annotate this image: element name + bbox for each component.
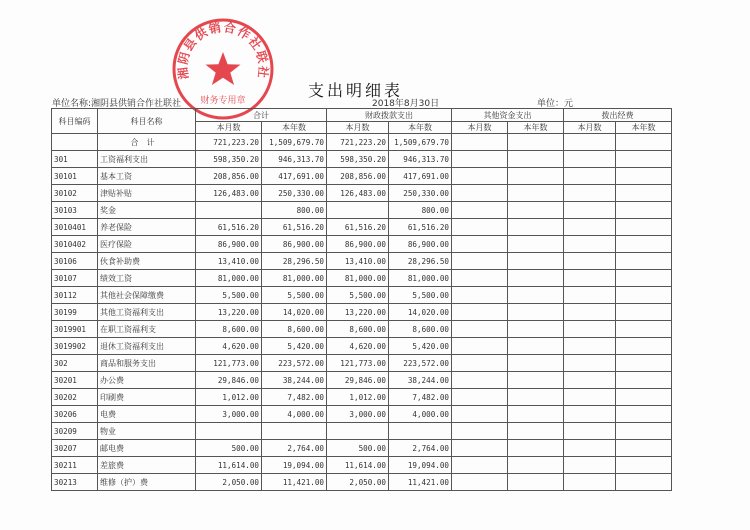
cell-code: 30112: [52, 287, 98, 304]
col-carry-header: 拨出经费: [564, 109, 672, 122]
cell-total-year: 250,330.00: [262, 185, 327, 202]
cell-name: 物业: [98, 423, 196, 440]
cell-fiscal-year: 417,691.00: [389, 168, 452, 185]
cell-total-month: 598,350.20: [196, 151, 262, 168]
cell-empty: [616, 151, 672, 168]
subheader-year: 本年数: [389, 122, 452, 134]
cell-empty: [564, 185, 616, 202]
cell-total-year: 38,244.00: [262, 372, 327, 389]
cell-fiscal-month: [327, 423, 389, 440]
cell-total-month: 1,012.00: [196, 389, 262, 406]
cell-total-year: 7,482.00: [262, 389, 327, 406]
cell-empty: [452, 389, 508, 406]
cell-total-year: 4,000.00: [262, 406, 327, 423]
cell-total-month: 29,846.00: [196, 372, 262, 389]
cell-empty: [616, 168, 672, 185]
cell-fiscal-month: 126,483.00: [327, 185, 389, 202]
cell-empty: [564, 389, 616, 406]
subheader-month: 本月数: [452, 122, 508, 134]
cell-fiscal-year: 223,572.00: [389, 355, 452, 372]
col-name-header: 科目名称: [98, 109, 196, 134]
cell-total-year: 5,420.00: [262, 338, 327, 355]
cell-name: 办公费: [98, 372, 196, 389]
cell-total-month: 126,483.00: [196, 185, 262, 202]
col-fiscal-header: 财政拨款支出: [327, 109, 452, 122]
cell-fiscal-year: 19,094.00: [389, 457, 452, 474]
cell-fiscal-month: 3,000.00: [327, 406, 389, 423]
subheader-year: 本年数: [262, 122, 327, 134]
cell-fiscal-year: 5,500.00: [389, 287, 452, 304]
subheader-month: 本月数: [196, 122, 262, 134]
col-code-header: 科目编码: [52, 109, 98, 134]
cell-total-year: 61,516.20: [262, 219, 327, 236]
table-row: [52, 202, 672, 219]
currency-unit: 单位：元: [537, 99, 574, 109]
cell-empty: [508, 253, 564, 270]
cell-empty: [564, 457, 616, 474]
cell-empty: [508, 185, 564, 202]
organization-label: 单位名称:: [52, 99, 92, 109]
table-row: [52, 168, 672, 185]
cell-empty: [616, 219, 672, 236]
cell-empty: [564, 219, 616, 236]
cell-total-month: 61,516.20: [196, 219, 262, 236]
subheader-year: 本年数: [616, 122, 672, 134]
cell-total-month: [196, 423, 262, 440]
cell-name: 其他社会保障缴费: [98, 287, 196, 304]
cell-empty: [564, 236, 616, 253]
cell-empty: [616, 389, 672, 406]
cell-name: 合计: [98, 134, 196, 151]
cell-name: 其他工资福利支出: [98, 304, 196, 321]
cell-total-month: 11,614.00: [196, 457, 262, 474]
cell-empty: [452, 457, 508, 474]
cell-total-month: 13,220.00: [196, 304, 262, 321]
cell-fiscal-year: 946,313.70: [389, 151, 452, 168]
cell-total-month: 5,500.00: [196, 287, 262, 304]
cell-fiscal-year: 11,421.00: [389, 474, 452, 491]
cell-total-year: [262, 423, 327, 440]
cell-total-month: 3,000.00: [196, 406, 262, 423]
cell-fiscal-month: 61,516.20: [327, 219, 389, 236]
cell-fiscal-year: 38,244.00: [389, 372, 452, 389]
cell-empty: [508, 440, 564, 457]
cell-empty: [452, 355, 508, 372]
cell-empty: [508, 338, 564, 355]
cell-fiscal-month: 5,500.00: [327, 287, 389, 304]
table-header-row: [52, 109, 672, 122]
cell-total-month: 8,600.00: [196, 321, 262, 338]
cell-fiscal-month: 13,410.00: [327, 253, 389, 270]
cell-name: 医疗保险: [98, 236, 196, 253]
cell-name: 在职工资福利支: [98, 321, 196, 338]
cell-code: 3019902: [52, 338, 98, 355]
cell-empty: [508, 151, 564, 168]
cell-total-year: 946,313.70: [262, 151, 327, 168]
cell-name: 绩效工资: [98, 270, 196, 287]
cell-empty: [564, 355, 616, 372]
table-row: [52, 372, 672, 389]
cell-fiscal-year: 2,764.00: [389, 440, 452, 457]
cell-empty: [508, 304, 564, 321]
cell-empty: [564, 168, 616, 185]
cell-name: 津贴补贴: [98, 185, 196, 202]
cell-empty: [452, 474, 508, 491]
cell-empty: [616, 202, 672, 219]
cell-code: 30206: [52, 406, 98, 423]
cell-total-month: 4,620.00: [196, 338, 262, 355]
cell-code: 30207: [52, 440, 98, 457]
cell-empty: [616, 134, 672, 151]
cell-total-month: [196, 202, 262, 219]
cell-fiscal-month: 81,000.00: [327, 270, 389, 287]
cell-empty: [564, 134, 616, 151]
cell-fiscal-month: 121,773.00: [327, 355, 389, 372]
report-date: 2018年8月30日: [372, 99, 440, 109]
cell-fiscal-month: 29,846.00: [327, 372, 389, 389]
cell-empty: [508, 372, 564, 389]
cell-fiscal-month: 86,900.00: [327, 236, 389, 253]
cell-total-month: 500.00: [196, 440, 262, 457]
table-row: [52, 304, 672, 321]
cell-empty: [452, 185, 508, 202]
cell-empty: [452, 321, 508, 338]
cell-empty: [616, 185, 672, 202]
table-row: [52, 406, 672, 423]
cell-empty: [616, 270, 672, 287]
cell-fiscal-month: 598,350.20: [327, 151, 389, 168]
cell-fiscal-year: 28,296.50: [389, 253, 452, 270]
cell-name: 维修（护）费: [98, 474, 196, 491]
cell-empty: [564, 304, 616, 321]
table-row: [52, 355, 672, 372]
cell-empty: [452, 304, 508, 321]
cell-fiscal-year: 5,420.00: [389, 338, 452, 355]
cell-total-month: 81,000.00: [196, 270, 262, 287]
cell-name: 邮电费: [98, 440, 196, 457]
col-other-header: 其他资金支出: [452, 109, 564, 122]
cell-empty: [452, 440, 508, 457]
cell-empty: [616, 423, 672, 440]
cell-fiscal-year: 8,600.00: [389, 321, 452, 338]
table-row: [52, 270, 672, 287]
seal-ring-text: 湘阴县供销合作社联社: [175, 20, 271, 81]
table-row: [52, 474, 672, 491]
cell-fiscal-month: 8,600.00: [327, 321, 389, 338]
table-row: [52, 423, 672, 440]
cell-fiscal-year: [389, 423, 452, 440]
cell-empty: [452, 287, 508, 304]
cell-empty: [616, 457, 672, 474]
subheader-month: 本月数: [564, 122, 616, 134]
cell-total-month: 2,050.00: [196, 474, 262, 491]
cell-total-month: 86,900.00: [196, 236, 262, 253]
cell-fiscal-year: 1,509,679.70: [389, 134, 452, 151]
cell-code: 302: [52, 355, 98, 372]
cell-empty: [452, 236, 508, 253]
cell-empty: [508, 355, 564, 372]
cell-empty: [508, 321, 564, 338]
cell-total-year: 86,900.00: [262, 236, 327, 253]
cell-name: 奖金: [98, 202, 196, 219]
cell-empty: [452, 423, 508, 440]
cell-code: 3010401: [52, 219, 98, 236]
cell-fiscal-month: 13,220.00: [327, 304, 389, 321]
cell-name: 商品和服务支出: [98, 355, 196, 372]
cell-code: 30211: [52, 457, 98, 474]
cell-empty: [564, 287, 616, 304]
cell-empty: [508, 134, 564, 151]
table-row: [52, 151, 672, 168]
cell-empty: [616, 372, 672, 389]
cell-empty: [616, 253, 672, 270]
cell-total-year: 223,572.00: [262, 355, 327, 372]
table-row: [52, 287, 672, 304]
cell-fiscal-year: 800.00: [389, 202, 452, 219]
cell-empty: [452, 202, 508, 219]
cell-code: 30101: [52, 168, 98, 185]
cell-empty: [564, 474, 616, 491]
table-row: [52, 440, 672, 457]
cell-empty: [508, 287, 564, 304]
cell-fiscal-month: 4,620.00: [327, 338, 389, 355]
cell-empty: [564, 253, 616, 270]
cell-empty: [564, 202, 616, 219]
document-title: 支出明细表: [308, 81, 404, 100]
seal-bottom-text: 财务专用章: [200, 96, 246, 106]
cell-name: 差旅费: [98, 457, 196, 474]
cell-code: 30201: [52, 372, 98, 389]
cell-fiscal-month: 721,223.20: [327, 134, 389, 151]
cell-empty: [616, 338, 672, 355]
cell-name: 伙食补助费: [98, 253, 196, 270]
cell-empty: [564, 372, 616, 389]
cell-empty: [564, 406, 616, 423]
cell-total-year: 1,509,679.70: [262, 134, 327, 151]
cell-code: 30107: [52, 270, 98, 287]
cell-empty: [616, 287, 672, 304]
cell-empty: [616, 304, 672, 321]
cell-total-year: 11,421.00: [262, 474, 327, 491]
cell-total-year: 28,296.50: [262, 253, 327, 270]
cell-empty: [616, 321, 672, 338]
cell-name: 工资福利支出: [98, 151, 196, 168]
cell-code: 30102: [52, 185, 98, 202]
cell-empty: [452, 338, 508, 355]
cell-code: 30209: [52, 423, 98, 440]
cell-empty: [616, 440, 672, 457]
cell-code: 3019901: [52, 321, 98, 338]
cell-name: 电费: [98, 406, 196, 423]
subheader-month: 本月数: [327, 122, 389, 134]
cell-name: 退休工资福利支出: [98, 338, 196, 355]
cell-code: 30199: [52, 304, 98, 321]
cell-code: 30202: [52, 389, 98, 406]
cell-empty: [452, 270, 508, 287]
table-row-total: [52, 134, 672, 151]
cell-empty: [508, 168, 564, 185]
cell-fiscal-month: 208,856.00: [327, 168, 389, 185]
cell-empty: [508, 236, 564, 253]
cell-total-month: 208,856.00: [196, 168, 262, 185]
cell-fiscal-year: 86,900.00: [389, 236, 452, 253]
cell-fiscal-year: 14,020.00: [389, 304, 452, 321]
cell-code: 3010402: [52, 236, 98, 253]
cell-empty: [452, 253, 508, 270]
official-seal: [170, 16, 276, 122]
cell-fiscal-year: 61,516.20: [389, 219, 452, 236]
table-row: [52, 219, 672, 236]
cell-fiscal-year: 4,000.00: [389, 406, 452, 423]
subheader-year: 本年数: [508, 122, 564, 134]
cell-total-year: 800.00: [262, 202, 327, 219]
cell-fiscal-month: 2,050.00: [327, 474, 389, 491]
cell-total-year: 5,500.00: [262, 287, 327, 304]
cell-empty: [564, 440, 616, 457]
cell-empty: [452, 168, 508, 185]
table-row: [52, 389, 672, 406]
cell-total-year: 19,094.00: [262, 457, 327, 474]
table-row: [52, 236, 672, 253]
cell-empty: [508, 389, 564, 406]
cell-empty: [564, 151, 616, 168]
cell-empty: [452, 406, 508, 423]
cell-name: 基本工资: [98, 168, 196, 185]
cell-total-year: 2,764.00: [262, 440, 327, 457]
cell-fiscal-month: 500.00: [327, 440, 389, 457]
cell-empty: [452, 372, 508, 389]
cell-empty: [452, 134, 508, 151]
cell-empty: [508, 474, 564, 491]
cell-empty: [564, 321, 616, 338]
expenditure-table: [51, 108, 672, 491]
cell-name: 养老保险: [98, 219, 196, 236]
cell-empty: [616, 355, 672, 372]
cell-total-month: 121,773.00: [196, 355, 262, 372]
cell-code: 30106: [52, 253, 98, 270]
organization-name: 湘阴县供销合作社联社: [91, 99, 182, 109]
table-row: [52, 321, 672, 338]
cell-empty: [564, 423, 616, 440]
cell-total-year: 8,600.00: [262, 321, 327, 338]
cell-total-month: 721,223.20: [196, 134, 262, 151]
cell-empty: [508, 423, 564, 440]
cell-empty: [564, 270, 616, 287]
table-row: [52, 185, 672, 202]
cell-fiscal-year: 250,330.00: [389, 185, 452, 202]
cell-fiscal-month: [327, 202, 389, 219]
table-row: [52, 253, 672, 270]
cell-empty: [508, 270, 564, 287]
cell-fiscal-month: 1,012.00: [327, 389, 389, 406]
cell-empty: [452, 219, 508, 236]
cell-code: 301: [52, 151, 98, 168]
cell-empty: [508, 219, 564, 236]
cell-total-year: 417,691.00: [262, 168, 327, 185]
cell-total-month: 13,410.00: [196, 253, 262, 270]
cell-empty: [452, 151, 508, 168]
cell-empty: [616, 406, 672, 423]
table-row: [52, 457, 672, 474]
cell-name: 印刷费: [98, 389, 196, 406]
cell-code: [52, 134, 98, 151]
cell-empty: [508, 457, 564, 474]
cell-total-year: 81,000.00: [262, 270, 327, 287]
cell-code: 30103: [52, 202, 98, 219]
star-icon: [206, 52, 241, 85]
cell-total-year: 14,020.00: [262, 304, 327, 321]
cell-code: 30213: [52, 474, 98, 491]
cell-empty: [616, 236, 672, 253]
table-body: [52, 134, 672, 491]
table-row: [52, 338, 672, 355]
col-total-header: 合计: [196, 109, 327, 122]
cell-empty: [616, 474, 672, 491]
cell-fiscal-month: 11,614.00: [327, 457, 389, 474]
cell-empty: [508, 406, 564, 423]
cell-empty: [564, 338, 616, 355]
cell-fiscal-year: 81,000.00: [389, 270, 452, 287]
cell-fiscal-year: 7,482.00: [389, 389, 452, 406]
cell-empty: [508, 202, 564, 219]
